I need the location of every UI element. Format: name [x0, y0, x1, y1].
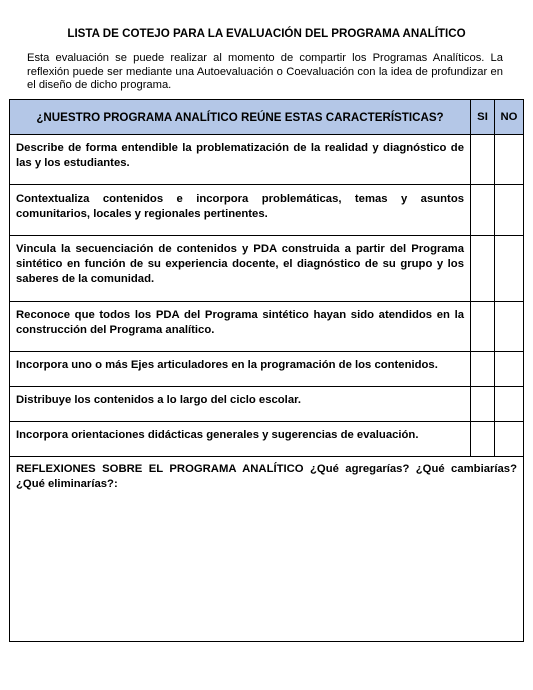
table-row — [10, 135, 524, 185]
criterion-text: Incorpora orientaciones didácticas generales y sugerencias de evaluación. — [10, 422, 471, 457]
criterion-text: Incorpora uno o más Ejes articuladores en la programación de los contenidos. — [10, 352, 471, 387]
no-checkbox[interactable] — [495, 302, 524, 352]
no-checkbox[interactable] — [495, 135, 524, 185]
reflection-area[interactable]: REFLEXIONES SOBRE EL PROGRAMA ANALÍTICO ¿Qué agregarías? ¿Qué cambiarías? ¿Qué eliminarías?: — [10, 457, 524, 642]
si-checkbox[interactable] — [471, 236, 495, 302]
criterion-text: Reconoce que todos los PDA del Programa sintético hayan sido atendidos en la construcción del Programa analítico. — [10, 302, 471, 352]
header-no: NO — [495, 100, 524, 135]
table-row — [10, 422, 524, 457]
table-row — [10, 185, 524, 236]
table-row — [10, 302, 524, 352]
criterion-text: Describe de forma entendible la problematización de la realidad y diagnóstico de las y los estudiantes. — [10, 135, 471, 185]
no-checkbox[interactable] — [495, 185, 524, 236]
si-checkbox[interactable] — [471, 387, 495, 422]
si-checkbox[interactable] — [471, 302, 495, 352]
criterion-text: Contextualiza contenidos e incorpora problemáticas, temas y asuntos comunitarios, locales y regionales pertinentes. — [10, 185, 471, 236]
reflection-row — [10, 457, 524, 642]
no-checkbox[interactable] — [495, 352, 524, 387]
header-question: ¿NUESTRO PROGRAMA ANALÍTICO REÚNE ESTAS CARACTERÍSTICAS? — [10, 100, 471, 135]
table-row — [10, 352, 524, 387]
si-checkbox[interactable] — [471, 422, 495, 457]
header-si: SI — [471, 100, 495, 135]
si-checkbox[interactable] — [471, 135, 495, 185]
criterion-text: Vincula la secuenciación de contenidos y PDA construida a partir del Programa sintético en función de su experiencia docente, el diagnóstico de su grupo y los saberes de la comunidad. — [10, 236, 471, 302]
no-checkbox[interactable] — [495, 422, 524, 457]
table-header-row — [10, 100, 524, 135]
si-checkbox[interactable] — [471, 352, 495, 387]
intro-paragraph: Esta evaluación se puede realizar al momento de compartir los Programas Analíticos. La reflexión puede ser mediante una Autoevaluación o Coevaluación con la idea de profundizar en el diseño de dicho programa. — [27, 52, 503, 92]
no-checkbox[interactable] — [495, 236, 524, 302]
table-row — [10, 236, 524, 302]
no-checkbox[interactable] — [495, 387, 524, 422]
criterion-text: Distribuye los contenidos a lo largo del ciclo escolar. — [10, 387, 471, 422]
si-checkbox[interactable] — [471, 185, 495, 236]
table-row — [10, 387, 524, 422]
page-title: LISTA DE COTEJO PARA LA EVALUACIÓN DEL PROGRAMA ANALÍTICO — [67, 27, 466, 40]
checklist-table — [9, 99, 524, 642]
